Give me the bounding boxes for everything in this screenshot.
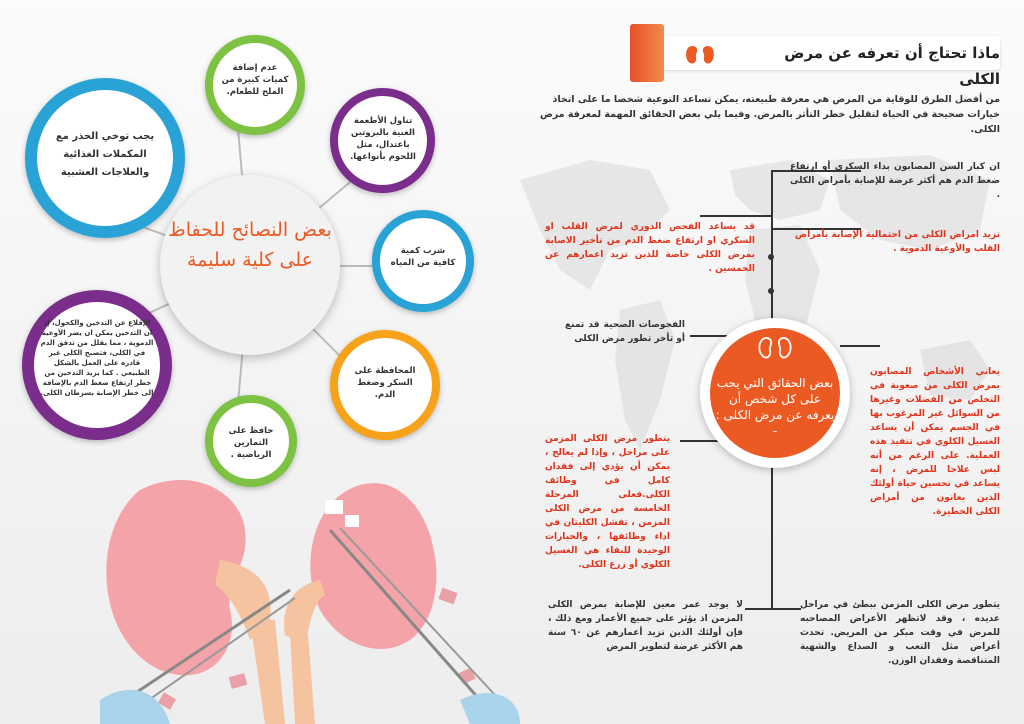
fact-checkups: الفحوصات الصحية قد تمنع أو تأخر تطور مرض الكلى [565, 320, 685, 344]
intro-paragraph: من أفضل الطرق للوقاية من المرض هي معرفة طبيعته، يمكن تساعد التوعية شخصا ما على اتخاذ خيارات صحيحة في الحياة لتقليل خطر التأثر بالمرض. وفيما يلي بعض الحقائق المهمة لمعرفة مرض الكلى. [539, 94, 1000, 135]
tip-sugar-pressure: المحافظة على السكر وضغط الدم. [354, 366, 416, 400]
kidney-icon [758, 336, 792, 360]
tip-smoking: الإقلاع عن التدخين والكحول، إذ ان التدخين يمكن ان يضر الأوعية الدموية ، مما يقلل من تدفق الدم في الكلى، فتصبح الكلى غير قادره على العمل بالشكل الطبيعي . كما يزيد التدخين من خطر ارتفاع ضغط الدم بالإضافة إلى خطر الإصابة بسرطان الكلى. [40, 319, 154, 397]
tip-salt: عدم إضافة كميات كبيرة من الملح للطعام. [221, 63, 289, 97]
fact-stages: يتطور مرض الكلى المزمن على مراحل ، وإذا لم يعالج ، يمكن أن يؤدي إلى فقدان كامل في وظائف الكلى.فعلى المرحلة الخامسة من مرض الكلى المزمن ، تفشل الكليتان في اداء وظائفها ، والخيارات الوحيدة للبقاء هي الغسيل الكلوي أو زرع الكلى. [545, 434, 670, 570]
fact-slow-progress: يتطور مرض الكلى المزمن ببطئ في مراحل عديده ، وقد لاتظهر الأعراض المصاحبه للمرض في وقت مبكر من المريض. تحدث أعراض مثل التعب و الصداع والشهية المتناقصة وفقدان الوزن. [800, 600, 1000, 666]
header-ribbon [630, 24, 664, 82]
connector [840, 345, 880, 347]
fact-age: لا يوجد عمر معين للإصابة بمرض الكلى المزمن اذ يؤثر على جميع الأعمار ومع ذلك ، فإن أولئك الذين تزيد أعمارهم عن ٦٠ سنة هم الأكثر عرضة لتطوير المرض [548, 600, 743, 652]
kidney-puzzle-illustration [100, 470, 520, 724]
tip-protein: تناول الأطعمة الغنية بالبروتين باعتدال، مثل اللحوم بأنواعها. [350, 116, 416, 162]
timeline-dot [768, 288, 774, 294]
fact-heart-risk: تزيد امراض الكلى من احتمالية الإصابة بأمراض القلب والأوعية الدموية . [795, 230, 1000, 254]
fact-elderly: ان كبار السن المصابون بداء السكري أو ارتفاع ضغط الدم هم أكثر عرضة للإصابة بأمراض الكلى . [790, 162, 1000, 200]
connector [745, 608, 771, 610]
tips-heading: بعض النصائح للحفاظ على كلية سليمة [168, 219, 332, 271]
timeline-dot [768, 254, 774, 260]
connector [700, 215, 771, 217]
center-heading: بعض الحقائق التي يجب على كل شخص أن يعرفه عن مرض الكلى : - [715, 376, 835, 438]
connector [680, 440, 720, 442]
page-title: ماذا تحتاج أن تعرفه عن مرض الكلى [784, 44, 1000, 88]
tip-supplements: يجب توخي الحذر مع المكملات الغذائية والعلاجات العشبية [55, 131, 155, 178]
fact-screening: قد يساعد الفحص الدوري لمرض القلب او السكري او ارتفاع ضغط الدم من تأخير الاصابة بمرض الكلى خاصة للذين تزيد اعمارهم عن الخمسين . [545, 222, 755, 274]
fact-dialysis: يعاني الأشخاص المصابون بمرض الكلى من صعوبة في التخلص من الفضلات وغيرها من السوائل غير المرغوب بها في الجسم يمكن أن يساعد الغسيل الكلوي في تنفيذ هذه العملية. على الرغم من أنه ليس علاجا للمرض ، إنه يساعد في تحسين حياة أولئك الذين يعانون من أمراض الكلى الخطيرة. [870, 367, 1000, 517]
tip-water: شرب كمية كافية من المياه [390, 246, 456, 268]
tip-exercise: حافظ على التمارين الرياضية . [228, 426, 274, 460]
kidney-icon [685, 44, 715, 66]
connector [771, 608, 801, 610]
